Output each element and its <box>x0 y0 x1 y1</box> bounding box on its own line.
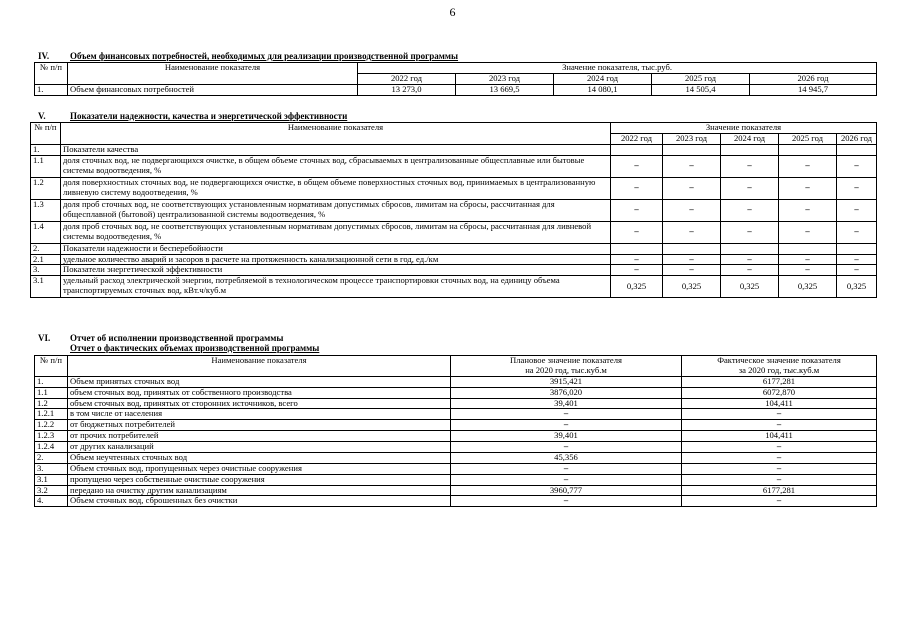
row-value <box>663 243 721 254</box>
row-plan: – <box>451 409 682 420</box>
row-fact: 6177,281 <box>682 376 877 387</box>
row-value: 13 273,0 <box>358 84 456 95</box>
row-num: 1. <box>31 144 61 155</box>
row-value: – <box>779 199 837 221</box>
section-6-title <box>38 333 283 343</box>
row-name: передано на очистку другим канализациям <box>68 485 451 496</box>
header-fact-line2: за 2020 год, тыс.куб.м <box>738 364 820 375</box>
table-row <box>35 398 877 409</box>
header-fact-line1: Фактическое значение показателя <box>717 355 841 365</box>
row-plan: – <box>451 442 682 453</box>
table-row <box>35 387 877 398</box>
financial-needs-table <box>34 62 877 96</box>
row-value: – <box>663 155 721 177</box>
section-5-number: V. <box>38 111 46 121</box>
row-value: – <box>663 221 721 243</box>
row-value: – <box>779 221 837 243</box>
header-plan-line1: Плановое значение показателя <box>510 355 622 365</box>
row-value: – <box>721 177 779 199</box>
row-value: – <box>721 265 779 276</box>
row-num: 2. <box>31 243 61 254</box>
table-header-row <box>35 63 877 74</box>
row-name: Объем сточных вод, сброшенных без очистки <box>68 496 451 507</box>
row-value: 14 945,7 <box>750 84 877 95</box>
row-name: Показатели надежности и бесперебойности <box>61 243 611 254</box>
table-row <box>35 376 877 387</box>
row-name: Объем финансовых потребностей <box>68 84 358 95</box>
quality-indicators-table <box>30 122 877 298</box>
row-fact: – <box>682 496 877 507</box>
header-num: № п/п <box>35 63 68 85</box>
row-value: – <box>721 155 779 177</box>
row-name: Объем принятых сточных вод <box>68 376 451 387</box>
row-num: 3.1 <box>31 276 61 298</box>
section-6-subtitle <box>70 343 319 353</box>
table-row <box>31 177 877 199</box>
header-name: Наименование показателя <box>61 123 611 145</box>
row-num: 1.2 <box>31 177 61 199</box>
row-fact: – <box>682 452 877 463</box>
row-plan: – <box>451 474 682 485</box>
row-num: 1. <box>35 84 68 95</box>
row-value: – <box>611 221 663 243</box>
row-plan: 45,356 <box>451 452 682 463</box>
header-value: Значение показателя <box>611 123 877 134</box>
header-year: 2023 год <box>663 133 721 144</box>
row-fact: 6072,870 <box>682 387 877 398</box>
header-year: 2024 год <box>721 133 779 144</box>
row-value: – <box>779 177 837 199</box>
row-name: доля проб сточных вод, не соответствующих установленным нормативам допустимых сбросов, лимитам на сбросы, рассчитанная для ливневой системы водоотведения, % <box>61 221 611 243</box>
table-row <box>35 84 877 95</box>
row-value: – <box>779 155 837 177</box>
row-value: – <box>837 155 877 177</box>
table-row <box>31 144 877 155</box>
row-name: от бюджетных потребителей <box>68 420 451 431</box>
row-fact: – <box>682 474 877 485</box>
row-name: доля сточных вод, не подвергающихся очистке, в общем объеме сточных вод, сбрасываемых в централизованные общесплавные или бытовые системы водоотведения, % <box>61 155 611 177</box>
row-value <box>779 243 837 254</box>
row-value: – <box>721 199 779 221</box>
table-row <box>35 442 877 453</box>
section-4-title-text: Объем финансовых потребностей, необходимых для реализации производственной программы <box>70 51 459 61</box>
row-name: объем сточных вод, принятых от собственного производства <box>68 387 451 398</box>
row-value: 13 669,5 <box>456 84 554 95</box>
row-fact: – <box>682 442 877 453</box>
row-name: объем сточных вод, принятых от сторонних источников, всего <box>68 398 451 409</box>
row-value: – <box>611 155 663 177</box>
row-fact: – <box>682 409 877 420</box>
row-value: – <box>663 265 721 276</box>
row-value: 14 505,4 <box>652 84 750 95</box>
row-value: 0,325 <box>721 276 779 298</box>
row-name: Объем неучтенных сточных вод <box>68 452 451 463</box>
row-num: 1.2.4 <box>35 442 68 453</box>
row-value <box>721 144 779 155</box>
row-name: доля проб сточных вод, не соответствующих установленным нормативам допустимых сбросов, лимитам на сбросы, рассчитанная для общесплавной (бытовой) централизованной системы водоотведения, % <box>61 199 611 221</box>
table-row <box>35 409 877 420</box>
row-num: 1.2.1 <box>35 409 68 420</box>
table-row <box>35 420 877 431</box>
row-fact: 104,411 <box>682 398 877 409</box>
row-plan: 39,401 <box>451 431 682 442</box>
row-num: 1.1 <box>35 387 68 398</box>
row-num: 1.3 <box>31 199 61 221</box>
row-value <box>721 243 779 254</box>
row-plan: – <box>451 463 682 474</box>
section-5-title-text: Показатели надежности, качества и энергетической эффективности <box>70 111 348 121</box>
section-4-number: IV. <box>38 51 50 61</box>
row-value: – <box>779 254 837 265</box>
row-num: 1.4 <box>31 221 61 243</box>
table-row <box>31 199 877 221</box>
row-value: – <box>837 177 877 199</box>
table-header-row <box>31 123 877 134</box>
row-value: – <box>721 221 779 243</box>
row-plan: 3876,020 <box>451 387 682 398</box>
header-name: Наименование показателя <box>68 63 358 85</box>
table-row <box>35 474 877 485</box>
row-num: 3. <box>31 265 61 276</box>
row-plan: – <box>451 496 682 507</box>
header-year: 2025 год <box>652 73 750 84</box>
table-row <box>35 496 877 507</box>
header-plan <box>451 356 682 377</box>
header-year: 2024 год <box>554 73 652 84</box>
row-value: – <box>611 254 663 265</box>
table-header-row <box>35 356 877 377</box>
table-row <box>31 155 877 177</box>
row-value: – <box>779 265 837 276</box>
row-name: пропущено через собственные очистные сооружения <box>68 474 451 485</box>
table-row <box>35 485 877 496</box>
row-num: 3.1 <box>35 474 68 485</box>
row-value: – <box>837 221 877 243</box>
row-value <box>663 144 721 155</box>
row-value: – <box>837 199 877 221</box>
row-num: 1.1 <box>31 155 61 177</box>
table-row <box>35 463 877 474</box>
row-value <box>837 144 877 155</box>
table-row <box>31 243 877 254</box>
row-name: от прочих потребителей <box>68 431 451 442</box>
row-fact: – <box>682 463 877 474</box>
row-value: 0,325 <box>611 276 663 298</box>
row-num: 1.2 <box>35 398 68 409</box>
section-6-title-text: Отчет об исполнении производственной программы <box>70 333 284 343</box>
row-num: 3.2 <box>35 485 68 496</box>
table-row <box>31 265 877 276</box>
row-value: – <box>663 254 721 265</box>
header-name: Наименование показателя <box>68 356 451 377</box>
section-5-title <box>38 111 347 121</box>
row-value: – <box>721 254 779 265</box>
row-num: 3. <box>35 463 68 474</box>
table-row <box>31 221 877 243</box>
table-row <box>35 431 877 442</box>
row-value: 0,325 <box>663 276 721 298</box>
row-value: – <box>663 199 721 221</box>
row-value: 0,325 <box>779 276 837 298</box>
table-row <box>35 452 877 463</box>
row-value: – <box>611 177 663 199</box>
row-num: 1.2.3 <box>35 431 68 442</box>
row-value: 14 080,1 <box>554 84 652 95</box>
row-value: – <box>611 265 663 276</box>
row-value <box>779 144 837 155</box>
header-num: № п/п <box>35 356 68 377</box>
row-value: – <box>837 265 877 276</box>
row-name: в том числе от населения <box>68 409 451 420</box>
row-name: удельный расход электрической энергии, потребляемой в технологическом процессе транспортировки сточных вод, на единицу объема транспортируемых сточных вод, кВт.ч/куб.м <box>61 276 611 298</box>
header-fact <box>682 356 877 377</box>
row-fact: 104,411 <box>682 431 877 442</box>
row-value <box>611 144 663 155</box>
row-num: 2.1 <box>31 254 61 265</box>
row-plan: 39,401 <box>451 398 682 409</box>
row-num: 1. <box>35 376 68 387</box>
header-year: 2026 год <box>837 133 877 144</box>
section-6-number: VI. <box>38 333 51 343</box>
header-num: № п/п <box>31 123 61 145</box>
row-num: 2. <box>35 452 68 463</box>
row-fact: 6177,281 <box>682 485 877 496</box>
section-6-subtitle-text: Отчет о фактических объемах производственной программы <box>70 343 320 353</box>
row-plan: 3960,777 <box>451 485 682 496</box>
row-plan: – <box>451 420 682 431</box>
row-value: – <box>663 177 721 199</box>
header-plan-line2: на 2020 год, тыс.куб.м <box>525 364 607 375</box>
header-year: 2023 год <box>456 73 554 84</box>
row-value: 0,325 <box>837 276 877 298</box>
table-row <box>31 276 877 298</box>
header-year: 2025 год <box>779 133 837 144</box>
row-name: доля поверхностных сточных вод, не подвергающихся очистке, в общем объеме поверхностных сточных вод, принимаемых в централизованную ливневую систему водоотведения, % <box>61 177 611 199</box>
row-name: от других канализаций <box>68 442 451 453</box>
row-name: Показатели качества <box>61 144 611 155</box>
row-value: – <box>837 254 877 265</box>
row-value <box>611 243 663 254</box>
header-value: Значение показателя, тыс.руб. <box>358 63 877 74</box>
row-name: Показатели энергетической эффективности <box>61 265 611 276</box>
row-plan: 3915,421 <box>451 376 682 387</box>
header-year: 2026 год <box>750 73 877 84</box>
row-num: 4. <box>35 496 68 507</box>
page-number: 6 <box>449 5 456 19</box>
header-year: 2022 год <box>611 133 663 144</box>
actual-volumes-table <box>34 355 877 507</box>
header-year: 2022 год <box>358 73 456 84</box>
row-num: 1.2.2 <box>35 420 68 431</box>
row-name: Объем сточных вод, пропущенных через очистные сооружения <box>68 463 451 474</box>
row-value <box>837 243 877 254</box>
section-4-title <box>38 51 458 61</box>
row-fact: – <box>682 420 877 431</box>
row-name: удельное количество аварий и засоров в расчете на протяженность канализационной сети в год, ед./км <box>61 254 611 265</box>
table-row <box>31 254 877 265</box>
row-value: – <box>611 199 663 221</box>
